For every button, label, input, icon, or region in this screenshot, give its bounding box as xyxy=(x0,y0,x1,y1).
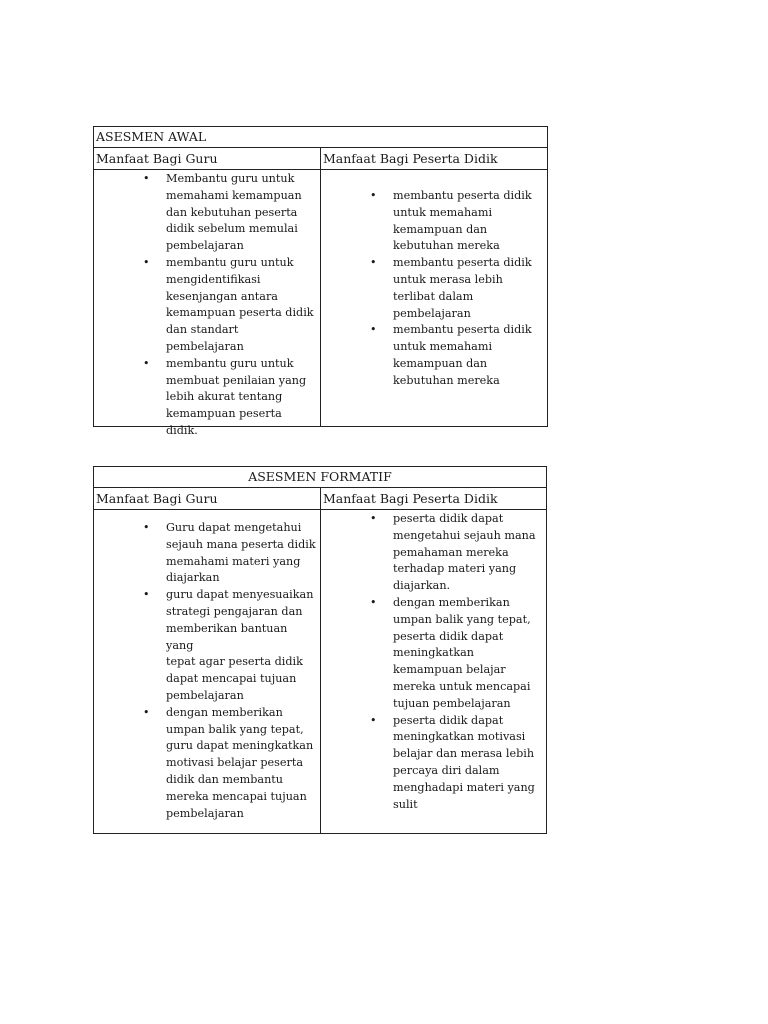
header-manfaat-guru: Manfaat Bagi Guru xyxy=(94,148,321,169)
cell-manfaat-peserta-didik xyxy=(321,510,546,833)
list-item: • Membantu guru untuk memahami kemampuan dan kebutuhan peserta didik sebelum memulai pembelajaran xyxy=(94,171,320,255)
header-manfaat-guru: Manfaat Bagi Guru xyxy=(94,488,321,509)
list-item: • membantu peserta didik untuk merasa lebih terlibat dalam pembelajaran xyxy=(321,255,547,322)
list-item: • dengan memberikan umpan balik yang tepat, guru dapat meningkatkan motivasi belajar peserta didik dan membantu mereka mencapai tujuan pembelajaran xyxy=(94,705,320,823)
list-item: • dengan memberikan umpan balik yang tepat, peserta didik dapat meningkatkan kemampuan belajar mereka untuk mencapai tujuan pembelajaran xyxy=(321,595,546,713)
list-item: • membantu peserta didik untuk memahami kemampuan dan kebutuhan mereka xyxy=(321,188,547,255)
list-item: • peserta didik dapat meningkatkan motivasi belajar dan merasa lebih percaya diri dalam menghadapi materi yang sulit xyxy=(321,713,546,814)
list-item: • membantu guru untuk membuat penilaian yang lebih akurat tentang kemampuan peserta didik. xyxy=(94,356,320,440)
header-manfaat-peserta-didik: Manfaat Bagi Peserta Didik xyxy=(323,151,498,166)
table-title: ASESMEN AWAL xyxy=(94,127,547,148)
list-item: • guru dapat menyesuaikan strategi pengajaran dan memberikan bantuan yang tepat agar peserta didik dapat mencapai tujuan pembelajaran xyxy=(94,587,320,705)
list-item: • membantu guru untuk mengidentifikasi kesenjangan antara kemampuan peserta didik dan standart pembelajaran xyxy=(94,255,320,356)
table-asesmen-awal xyxy=(93,126,548,437)
table-body-row xyxy=(94,170,547,437)
cell-manfaat-guru xyxy=(94,170,321,437)
bullet-list-peserta-didik xyxy=(321,511,546,813)
table-title: ASESMEN FORMATIF xyxy=(94,467,546,488)
header-manfaat-peserta-didik: Manfaat Bagi Peserta Didik xyxy=(323,491,498,506)
table-header-row xyxy=(94,488,546,510)
list-item: • membantu peserta didik untuk memahami kemampuan dan kebutuhan mereka xyxy=(321,322,547,389)
bullet-list-peserta-didik xyxy=(321,188,547,390)
table-body-row xyxy=(94,510,546,833)
cell-manfaat-guru xyxy=(94,510,321,833)
cell-manfaat-peserta-didik xyxy=(321,170,547,426)
table-asesmen-formatif xyxy=(93,466,547,834)
list-item: • Guru dapat mengetahui sejauh mana peserta didik memahami materi yang diajarkan xyxy=(94,520,320,587)
list-item: • peserta didik dapat mengetahui sejauh mana pemahaman mereka terhadap materi yang diajarkan. xyxy=(321,511,546,595)
bullet-list-guru xyxy=(94,520,320,822)
table-header-row xyxy=(94,148,547,170)
bullet-list-guru xyxy=(94,171,320,440)
